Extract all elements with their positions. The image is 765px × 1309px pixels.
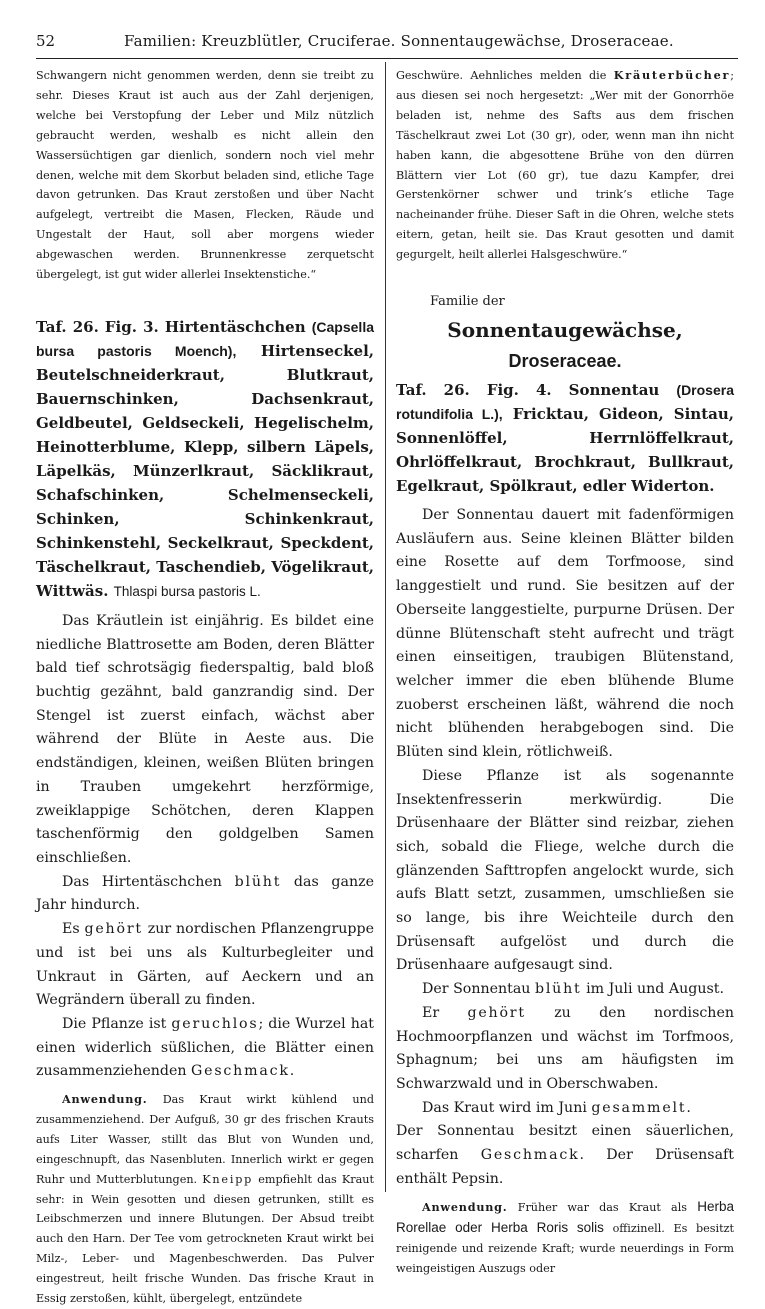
bloom-text-end: das ganze Jahr hindurch. — [36, 873, 374, 914]
description-paragraph-right: Der Sonnentau dauert mit fadenförmigen Ausläufern aus. Seine kleinen Blätter bilden eine Rosette auf dem Torfmoose, sind langgestielt und rund. Sie besitzen auf der Oberseite langgestielte, purpurne Drüsen. Der dünne Blütenschaft steht aufrecht und trägt einen einseitigen, traubigen Blütenstand, welcher immer die eben blühende Blume zuoberst erscheinen läßt, während die noch nicht blühenden herabgebogen sind. Die Blüten sind klein, rötlichweiß. — [396, 507, 734, 761]
taste-right-end: . Der Drüsensaft enthält Pepsin. — [396, 1147, 734, 1187]
latin-name: (Capsella bursa pastoris Moench), — [36, 318, 374, 359]
habitat-right-end: zu den nordischen Hochmoorpflanzen und wächst im Torfmoos, Sphagnum; bei uns am häufigsten im Schwarzwald und in Oberschwaben. — [396, 1004, 734, 1092]
harvest-emphasis: gesammelt — [591, 1099, 687, 1116]
column-divider — [385, 62, 386, 1192]
usage-paragraph-right — [396, 1197, 734, 1279]
bloom-emphasis: blüht — [234, 873, 282, 890]
habitat-paragraph — [36, 918, 374, 1013]
entry-heading-sonnentau — [396, 378, 734, 498]
bloom-paragraph — [36, 871, 374, 918]
common-names-right: Fricktau, Gideon, Sintau, Sonnenlöffel, Herrnlöffelkraut, Ohrlöffelkraut, Brochkraut, Bullkraut, Egelkraut, Spölkraut, edler Widerton. — [396, 405, 734, 496]
usage-right-text-2: offizinell. Es besitzt reinigende und reizende Kraft; wurde neuerdings in Form weingeistigen Auszugs oder — [396, 1222, 735, 1276]
taste-right-emphasis: Geschmack — [480, 1147, 580, 1164]
taste-text-start: Die Pflanze ist — [62, 1015, 167, 1032]
continuation-emphasis: Kräuterbücher — [613, 68, 731, 82]
habitat-text-start: Es — [62, 921, 80, 938]
family-name-german: Sonnentaugewächse, — [447, 318, 683, 343]
latin-name-right: (Drosera rotundifolia L.), — [396, 382, 734, 423]
right-column — [396, 66, 734, 1279]
usage-right-text-1: Früher war das Kraut als — [517, 1201, 688, 1215]
harvest-text-end: . — [686, 1099, 691, 1116]
habitat-right-emphasis: gehört — [467, 1004, 526, 1021]
continuation-text-end: ; aus diesen sei noch hergesetzt: „Wer mit der Gonorrhöe beladen ist, nehme des Safts aus dem frischen Täschelkraut zwei Lot (30 gr), oder, wenn man ihn nicht haben kann, die abgesottene Brühe von den dürren Blättern vier Lot (60 gr), tue dazu Kampfer, drei Gerstenkörner schwer und trink’s etliche Tage nacheinander frühe. Dieser Saft in die Ohren, welche stets eitern, getan, heilt sie. Das Kraut gesotten und damit gegurgelt, heilt allerlei Halsgeschwüre.“ — [396, 69, 735, 262]
harvest-paragraph — [396, 1097, 734, 1121]
running-header — [36, 26, 736, 56]
habitat-emphasis: gehört — [84, 921, 143, 938]
plate-reference-right: Taf. 26. Fig. 4. Sonnentau — [396, 381, 660, 400]
habitat-text-end: zur nordischen Pflanzengruppe und ist bei uns als Kulturbegleiter und Unkraut in Gärten, auf Aeckern und an Wegrändern überall zu finden. — [36, 921, 374, 1009]
common-names: Hirtenseckel, Beutelschneiderkraut, Blutkraut, Bauernschinken, Dachsenkraut, Geldbeutel, Geldseckeli, Hegelischelm, Heinotterblume, Klepp, silbern Läpels, Läpelkäs, Münzerlkraut, Säcklikraut, Schafschinken, Schelmenseckeli, Schinken, Schinkenkraut, Schinkenstehl, Seckelkraut, Speckdent, Täschelkraut, Taschendieb, Vögelikraut, Wittwäs. — [36, 341, 375, 600]
continuation-paragraph-right — [396, 66, 734, 265]
taste-paragraph-right — [396, 1120, 734, 1191]
usage-label-right: Anwendung. — [422, 1200, 508, 1215]
bloom-right-end: im Juli und August. — [586, 981, 724, 998]
plate-reference: Taf. 26. Fig. 3. Hirtentäschchen — [36, 317, 306, 336]
harvest-text-start: Das Kraut wird im Juni — [422, 1099, 587, 1116]
family-title — [396, 315, 734, 376]
description-paragraph: Das Kräutlein ist einjährig. Es bildet eine niedliche Blattrosette am Boden, deren Blätter bald tief schrotsägig fiederspaltig, bald bloß buchtig gezähnt, bald ganzrandig sind. Der Stengel ist zuerst einfach, wächst aber während der Blüte in Aeste aus. Die endständigen, kleinen, weißen Blüten bringen in Trauben umgekehrt herzförmige, zweiklappige Schötchen, deren Klappen taschenförmig den goldgelben Samen einschließen. — [36, 612, 374, 866]
family-name-latin: Droseraceae. — [508, 351, 622, 372]
bloom-paragraph-right — [396, 978, 734, 1002]
bloom-text-start: Das Hirtentäschchen — [62, 873, 222, 890]
family-label: Familie der — [430, 294, 505, 310]
latin-synonym: Thlaspi bursa pastoris L. — [113, 583, 261, 599]
usage-text: Das Kraut wirkt kühlend und zusammenziehend. Der Aufguß, 30 gr des frischen Krauts aufs Liter Wasser, stillt das Blut von Wunden und, eingeschnupft, das Nasenbluten. Innerlich wirkt er gegen Ruhr und Mutterblutungen. — [36, 1093, 374, 1186]
left-column — [36, 66, 374, 1309]
usage-label: Anwendung. — [62, 1092, 148, 1107]
taste-emphasis-1: geruchlos — [171, 1015, 259, 1032]
taste-text-mid: ; die Wurzel hat einen widerlich süßlichen, die Blätter einen zusammenziehenden — [36, 1015, 374, 1080]
taste-right-start: Der Sonnentau besitzt einen säuerlichen, scharfen — [396, 1123, 734, 1164]
insectivore-paragraph: Diese Pflanze ist als sogenannte Insektenfresserin merkwürdig. Die Drüsenhaare der Blätter sind reizbar, ziehen sich, sobald die Fliege, welche durch die glänzenden Safttropfen angelockt wurde, sich aufs Blatt setzt, zusammen, umschließen sie so lange, bis ihre Weichteile durch den Drüsensaft aufgelöst und durch die Drüsenhaare aufgesaugt sind. — [396, 767, 734, 974]
continuation-text-start: Geschwüre. Aehnliches melden die — [396, 69, 607, 82]
bloom-right-start: Der Sonnentau — [422, 981, 531, 998]
taste-paragraph — [36, 1013, 374, 1084]
header-rule — [36, 58, 738, 59]
taste-emphasis-2: Geschmack — [191, 1063, 290, 1080]
kneipp-name: Kneipp — [202, 1172, 254, 1186]
running-title: Familien: Kreuzblütler, Cruciferae. Sonnentaugewächse, Droseraceae. — [124, 32, 674, 50]
continuation-paragraph: Schwangern nicht genommen werden, denn sie treibt zu sehr. Dieses Kraut ist auch aus der Zahl derjenigen, welche bei Verstopfung der Leber und Milz nützlich gebraucht werden, weshalb es nicht allein den Wassersüchtigen gar dienlich, sondern noch viel mehr denen, welche mit dem Skorbut beladen sind, etliche Tage davon getrunken. Das Kraut zerstoßen und über Nacht aufgelegt, vertreibt die Masen, Flecken, Räude und Ungestalt der Haut, soll aber morgens wieder abgewaschen werden. Brunnenkresse zerquetscht übergelegt, ist gut wider allerlei Insektenstiche.“ — [36, 69, 374, 282]
entry-heading-hirtentaeschchen — [36, 315, 374, 604]
habitat-paragraph-right — [396, 1002, 734, 1097]
usage-text-2: empfiehlt das Kraut sehr: in Wein gesotten und diesen getrunken, stillt es Leibschmerzen und innere Blutungen. Der Absud treibt auch den Harn. Der Tee vom getrockneten Kraut wirkt bei Milz-, Leber- und Magenbeschwerden. Das Pulver eingestreut, heilt frische Wunden. Das frische Kraut in Essig zerstoßen, kühlt, übergelegt, entzündete — [36, 1172, 374, 1306]
page-number: 52 — [36, 32, 56, 50]
habitat-right-start: Er — [422, 1004, 440, 1021]
taste-text-end: . — [289, 1063, 295, 1080]
usage-right-latin: Herba Rorellae oder Herba Roris solis — [396, 1199, 735, 1236]
bloom-right-emphasis: blüht — [534, 981, 582, 998]
